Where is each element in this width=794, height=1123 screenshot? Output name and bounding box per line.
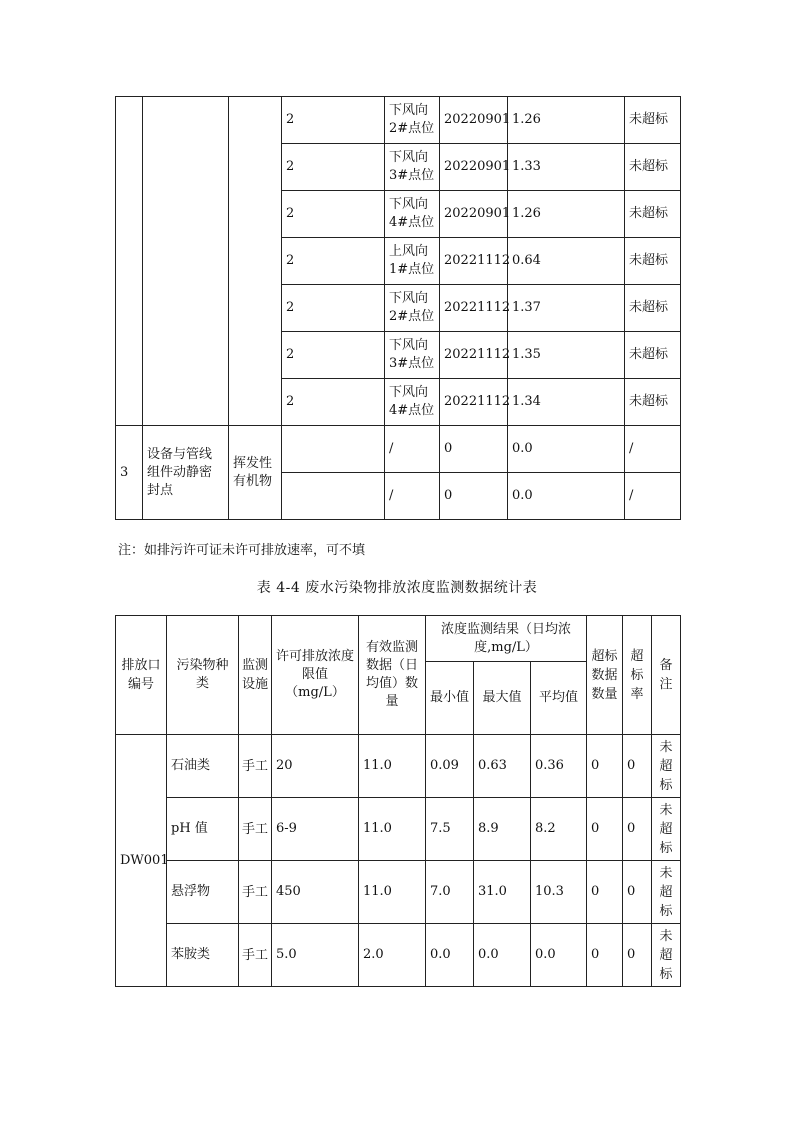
table-cell: 10.3 — [531, 861, 587, 924]
header-outlet-id: 排放口编号 — [116, 616, 167, 735]
table-cell: 未超标 — [625, 379, 681, 426]
table-cell: 0 — [587, 861, 623, 924]
table-cell: 450 — [272, 861, 359, 924]
table-cell: 1.26 — [508, 191, 625, 238]
table-cell: 7.0 — [426, 861, 474, 924]
table-cell: 悬浮物 — [167, 861, 239, 924]
table-cell: 20220901 — [440, 191, 508, 238]
table-cell: 20220901 — [440, 97, 508, 144]
table-cell: 下风向4#点位 — [385, 379, 440, 426]
table-cell: 上风向1#点位 — [385, 238, 440, 285]
table-cell: 1.33 — [508, 144, 625, 191]
table-cell — [143, 97, 229, 426]
header-permitted-limit: 许可排放浓度限值（mg/L） — [272, 616, 359, 735]
exhaust-monitoring-table-continued — [115, 96, 681, 520]
table-cell: 2.0 — [359, 924, 426, 987]
table-cell: 5.0 — [272, 924, 359, 987]
table-cell: 11.0 — [359, 861, 426, 924]
table-cell: 0 — [587, 924, 623, 987]
table-cell: 未超标 — [625, 97, 681, 144]
table-cell: 手工 — [239, 798, 272, 861]
table-cell: 7.5 — [426, 798, 474, 861]
table-cell: 0 — [623, 735, 652, 798]
table-cell: 2 — [282, 238, 385, 285]
table-cell: / — [625, 426, 681, 473]
table-cell: 未超标 — [625, 238, 681, 285]
table-row — [116, 924, 681, 987]
table-row — [116, 97, 681, 144]
table-cell: 0.0 — [508, 473, 625, 520]
table-cell: 2 — [282, 144, 385, 191]
table-cell: 下风向3#点位 — [385, 332, 440, 379]
table-cell: 20 — [272, 735, 359, 798]
table-cell: 2 — [282, 379, 385, 426]
table-cell: 0.0 — [531, 924, 587, 987]
table-cell: 2 — [282, 191, 385, 238]
wastewater-monitoring-table — [115, 615, 681, 987]
table-cell: 0 — [440, 426, 508, 473]
table-cell: 0.63 — [474, 735, 531, 798]
header-concentration-results: 浓度监测结果（日均浓度,mg/L） — [426, 616, 587, 662]
table-cell: 0.0 — [426, 924, 474, 987]
table-row — [116, 735, 681, 798]
header-avg: 平均值 — [531, 662, 587, 735]
table-cell: 1.35 — [508, 332, 625, 379]
header-valid-data-count: 有效监测数据（日均值）数量 — [359, 616, 426, 735]
table-cell: 2 — [282, 97, 385, 144]
table-cell: 0 — [623, 861, 652, 924]
table-cell: 0 — [587, 735, 623, 798]
table-cell: 0 — [440, 473, 508, 520]
table-cell: 未超标 — [652, 924, 681, 987]
table-cell: 下风向2#点位 — [385, 97, 440, 144]
table-cell — [229, 97, 282, 426]
table-cell: / — [385, 473, 440, 520]
table-cell: 未超标 — [652, 735, 681, 798]
header-pollutant-type: 污染物种类 — [167, 616, 239, 735]
table-cell — [116, 97, 143, 426]
table-cell: 1.37 — [508, 285, 625, 332]
table-cell: 6-9 — [272, 798, 359, 861]
table-cell: 0.36 — [531, 735, 587, 798]
table-cell: 20221112 — [440, 285, 508, 332]
table-cell: 未超标 — [625, 144, 681, 191]
table-cell: / — [625, 473, 681, 520]
table-caption: 表 4-4 废水污染物排放浓度监测数据统计表 — [256, 580, 538, 596]
table-cell: 8.9 — [474, 798, 531, 861]
table-row — [116, 798, 681, 861]
table-cell: 手工 — [239, 924, 272, 987]
table-cell: 0 — [587, 798, 623, 861]
table-cell: 手工 — [239, 861, 272, 924]
table-cell: 未超标 — [625, 285, 681, 332]
header-remark: 备注 — [652, 616, 681, 735]
table-cell: 8.2 — [531, 798, 587, 861]
table-cell: 1.26 — [508, 97, 625, 144]
table-cell: 11.0 — [359, 798, 426, 861]
table-cell: pH 值 — [167, 798, 239, 861]
table-cell: 11.0 — [359, 735, 426, 798]
table-cell: / — [385, 426, 440, 473]
table-cell: 0.09 — [426, 735, 474, 798]
table-cell: 0.0 — [508, 426, 625, 473]
table-header-row — [116, 616, 681, 662]
table-cell — [282, 426, 385, 473]
table-cell: 0 — [623, 924, 652, 987]
header-exceed-rate: 超标率 — [623, 616, 652, 735]
table-cell: 手工 — [239, 735, 272, 798]
outlet-id-cell: DW001 — [116, 735, 167, 987]
table-cell: 石油类 — [167, 735, 239, 798]
table-cell: 0.64 — [508, 238, 625, 285]
table-note: 注：如排污许可证未许可排放速率，可不填 — [118, 543, 366, 558]
table-cell: 0.0 — [474, 924, 531, 987]
header-monitoring-facility: 监测设施 — [239, 616, 272, 735]
header-min: 最小值 — [426, 662, 474, 735]
table-cell — [282, 473, 385, 520]
table-cell-row-number: 3 — [116, 426, 143, 520]
table-row — [116, 426, 681, 473]
table-cell: 2 — [282, 332, 385, 379]
table-cell: 20221112 — [440, 238, 508, 285]
table-cell: 未超标 — [625, 332, 681, 379]
table-row — [116, 861, 681, 924]
table-cell: 20221112 — [440, 332, 508, 379]
table-cell: 未超标 — [652, 861, 681, 924]
table-cell: 苯胺类 — [167, 924, 239, 987]
table-cell: 下风向4#点位 — [385, 191, 440, 238]
table-cell-pollutant: 挥发性有机物 — [229, 426, 282, 520]
header-exceed-count: 超标数据数量 — [587, 616, 623, 735]
table-cell: 2 — [282, 285, 385, 332]
table-cell: 下风向2#点位 — [385, 285, 440, 332]
header-max: 最大值 — [474, 662, 531, 735]
table-cell: 31.0 — [474, 861, 531, 924]
table-cell: 0 — [623, 798, 652, 861]
table-cell: 下风向3#点位 — [385, 144, 440, 191]
table-cell: 未超标 — [652, 798, 681, 861]
table-cell: 未超标 — [625, 191, 681, 238]
table-cell: 20220901 — [440, 144, 508, 191]
table-cell: 1.34 — [508, 379, 625, 426]
table-cell-source: 设备与管线组件动静密封点 — [143, 426, 229, 520]
table-cell: 20221112 — [440, 379, 508, 426]
